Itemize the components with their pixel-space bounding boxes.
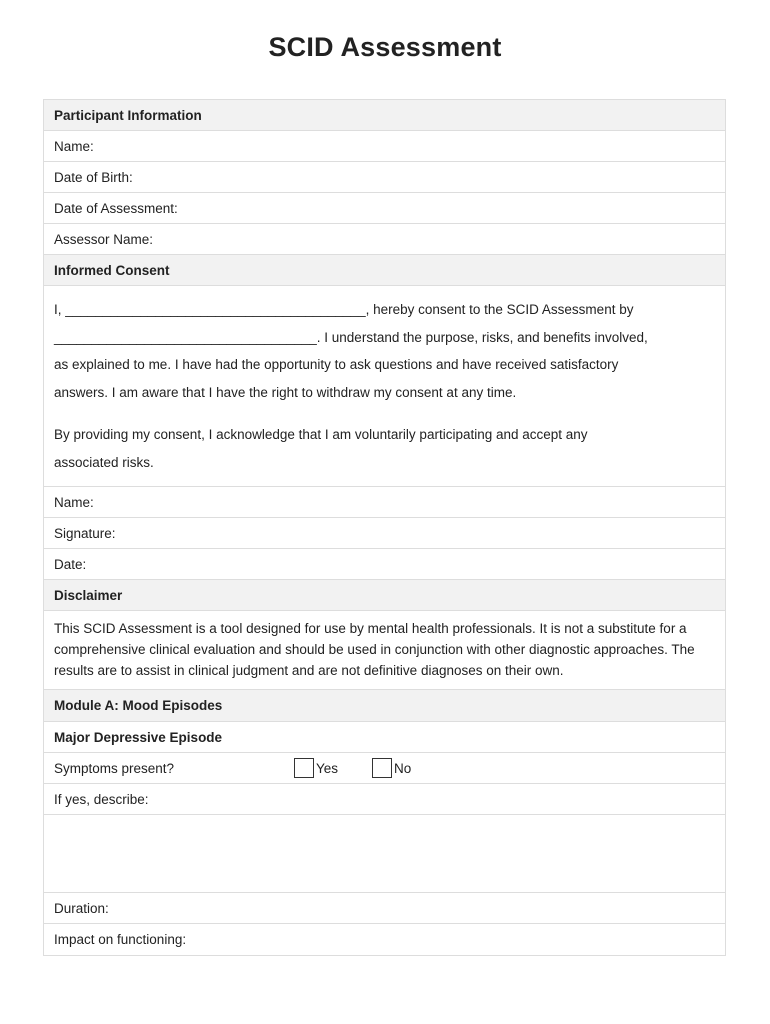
name-field[interactable]: Name:: [44, 131, 725, 162]
consent-name-field[interactable]: Name:: [44, 487, 725, 518]
describe-label-row: If yes, describe:: [44, 784, 725, 815]
describe-text-area[interactable]: [44, 815, 725, 893]
consent-line-3: as explained to me. I have had the opportunity to ask questions and have received satisfactory: [54, 357, 619, 372]
yes-checkbox[interactable]: [294, 758, 338, 778]
page-title: SCID Assessment: [268, 32, 502, 62]
duration-field[interactable]: Duration:: [44, 893, 725, 924]
impact-on-functioning-field[interactable]: Impact on functioning:: [54, 932, 187, 947]
consent-line-1: I, ________________________________________, hereby consent to the SCID Assessment by: [54, 302, 634, 317]
consent-text: [44, 286, 725, 487]
date-of-birth-field[interactable]: Date of Birth:: [44, 162, 725, 193]
section-module-a: Module A: Mood Episodes: [44, 690, 725, 722]
checkbox-icon[interactable]: [294, 758, 314, 778]
assessment-form: [43, 99, 726, 956]
yes-label: Yes: [316, 760, 339, 776]
no-checkbox[interactable]: [372, 758, 411, 778]
consent-signature-field[interactable]: Signature:: [44, 518, 725, 549]
consent-para2-line-1: By providing my consent, I acknowledge that I am voluntarily participating and accept any: [54, 427, 588, 442]
checkbox-icon[interactable]: [372, 758, 392, 778]
consent-para2-line-2: associated risks.: [54, 454, 154, 470]
section-participant-information: Participant Information: [44, 100, 725, 131]
assessor-name-field[interactable]: Assessor Name:: [44, 224, 725, 255]
consent-paragraph-2: [54, 421, 715, 476]
no-label: No: [394, 760, 412, 776]
subsection-major-depressive-episode: Major Depressive Episode: [44, 722, 725, 753]
disclaimer-text: This SCID Assessment is a tool designed for use by mental health professionals. It is not a substitute for a comprehensive clinical evaluation and should be used in conjunction with other diagnostic approaches. The results are to assist in clinical judgment and are not definitive diagnoses on their own.: [44, 611, 725, 690]
section-informed-consent: Informed Consent: [44, 255, 725, 286]
symptoms-present-row: [44, 753, 725, 784]
consent-line-2: ___________________________________. I understand the purpose, risks, and benefits involved,: [54, 329, 648, 345]
date-of-assessment-field[interactable]: Date of Assessment:: [44, 193, 725, 224]
consent-paragraph-1: [54, 296, 715, 406]
consent-line-4: answers. I am aware that I have the right to withdraw my consent at any time.: [54, 384, 517, 400]
section-disclaimer: Disclaimer: [44, 580, 725, 611]
consent-date-field[interactable]: Date:: [44, 549, 725, 580]
symptoms-present-label: Symptoms present?: [54, 760, 175, 776]
